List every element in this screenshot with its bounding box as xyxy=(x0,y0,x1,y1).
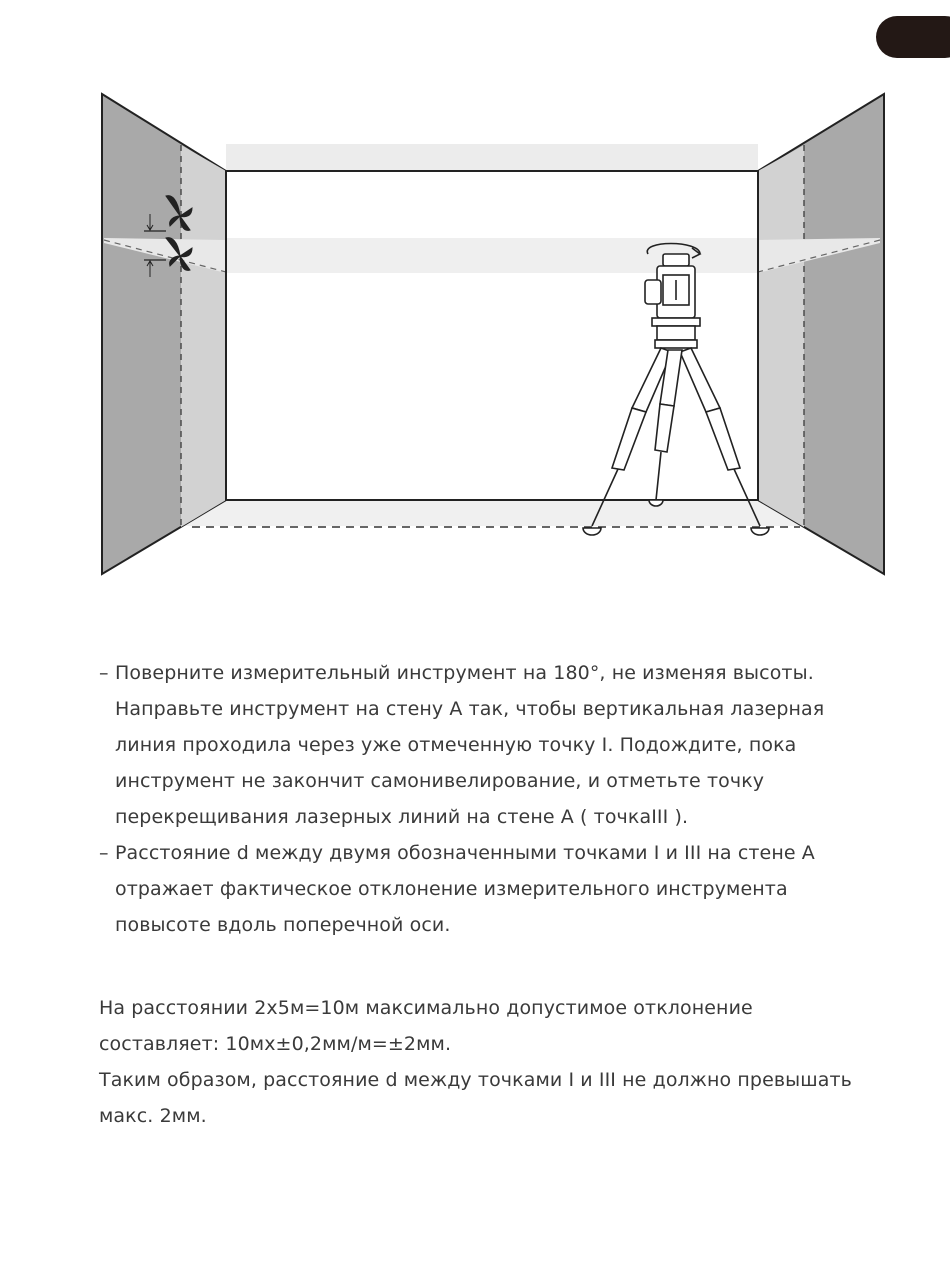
instruction-text: Поверните измерительный инструмент на 180°, не изменяя высоты. Направьте инструмент на стену A так, чтобы вертикальная лазерная линия проходила через уже отмеченную точку I. Подождите, пока инструмент не закончит самонивелирование, и отметьте точку перекрещивания лазерных линий на стене A ( точкаIII ). xyxy=(115,662,825,828)
right-wall-laser-strip xyxy=(758,145,804,527)
left-wall-laser-strip xyxy=(181,145,226,527)
floor-band xyxy=(130,500,820,526)
instruction-item xyxy=(99,835,889,943)
tolerance-note: На расстоянии 2x5м=10м максимально допустимое отклонение составляет: 10мх±0,2мм/м=±2мм. Таким образом, расстояние d между точками I и III не должно превышать макс. 2мм. xyxy=(99,997,852,1127)
instructions-list xyxy=(99,655,889,943)
laser-level-tripod xyxy=(583,244,769,536)
ceiling-band xyxy=(226,144,758,170)
list-dash: – xyxy=(99,842,109,864)
instruction-item xyxy=(99,655,889,835)
room-illustration xyxy=(0,0,950,600)
instruction-text: Расстояние d между двумя обозначенными точками I и III на стене A отражает фактическое отклонение измерительного инструмента повысоте вдоль поперечной оси. xyxy=(115,842,815,936)
list-dash: – xyxy=(99,662,109,684)
